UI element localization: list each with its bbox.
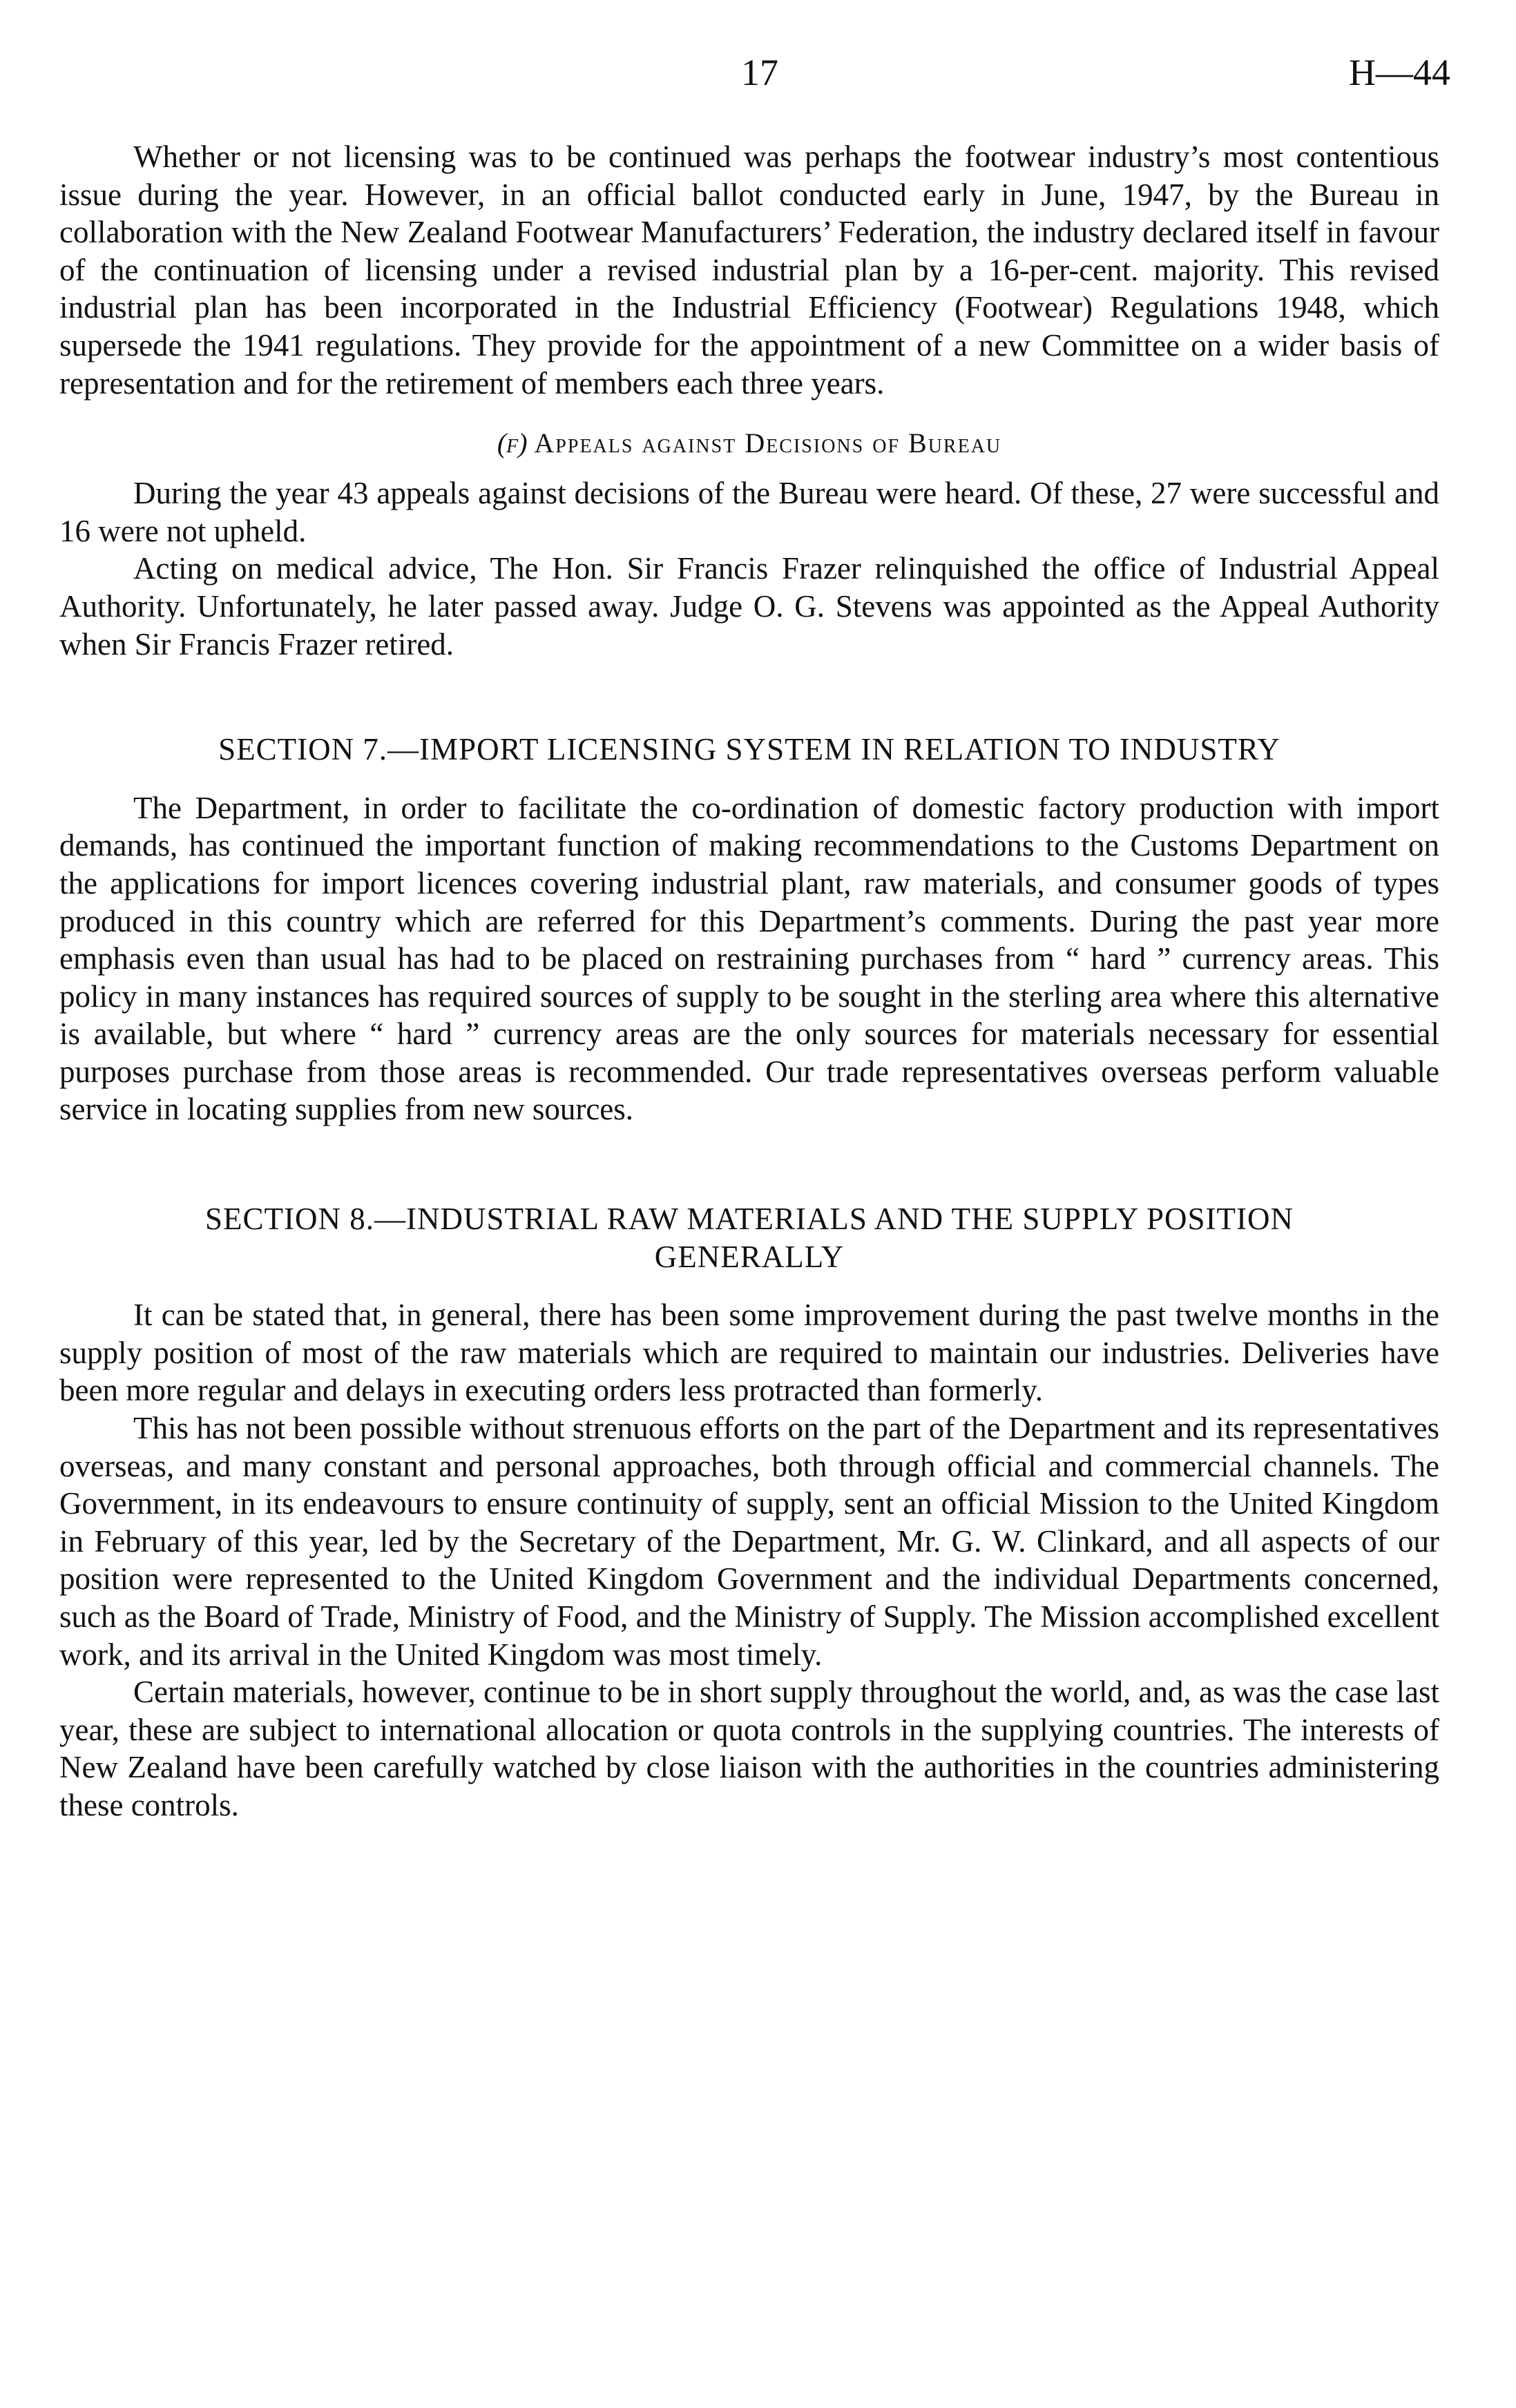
appeals-heading-text: Appeals against Decisions of Bureau bbox=[534, 427, 1002, 459]
section-8-paragraph: This has not been possible without strenuous efforts on the part of the Department and its representatives overseas, and many constant and personal approaches, both through official and commercial channels. The Government, in its endeavours to ensure continuity of supply, sent an official Mission to the United Kingdom in February of this year, led by the Secretary of the Department, Mr. G. W. Clinkard, and all aspects of our position were represented to the United Kingdom Government and the individual Departments concerned, such as the Board of Trade, Ministry of Food, and the Ministry of Supply. The Mission accomplished excellent work, and its arrival in the United Kingdom was most timely. bbox=[59, 1411, 1439, 1672]
appeals-paragraph: Acting on medical advice, The Hon. Sir Francis Frazer relinquished the office of Industrial Appeal Authority. Unfortunately, he later passed away. Judge O. G. Stevens was appointed as the Appeal Authority when Sir Francis Frazer retired. bbox=[59, 551, 1439, 662]
section-8-heading bbox=[59, 1200, 1439, 1275]
section-7-heading: SECTION 7.—IMPORT LICENSING SYSTEM IN RELATION TO INDUSTRY bbox=[218, 732, 1280, 767]
section-7-paragraph: The Department, in order to facilitate the co-ordination of domestic factory production with import demands, has continued the important function of making recommendations to the Customs Department on the applications for import licences covering industrial plant, raw materials, and consumer goods of types produced in this country which are referred for this Department’s comments. During the past year more emphasis even than usual has had to be placed on restraining purchases from “ hard ” currency areas. This policy in many instances has required sources of supply to be sought in the sterling area where this alternative is available, but where “ hard ” currency areas are the only sources for materials necessary for essential purposes purchase from those areas is recommended. Our trade representatives overseas perform valuable service in locating supplies from new sources. bbox=[59, 790, 1439, 1127]
page-number: 17 bbox=[741, 52, 778, 93]
licensing-paragraph: Whether or not licensing was to be continued was perhaps the footwear industry’s most contentious issue during the year. However, in an official ballot conducted early in June, 1947, by the Bureau in collaboration with the New Zealand Footwear Manufacturers’ Federation, the industry declared itself in favour of the continuation of licensing under a revised industrial plan by a 16-per-cent. majority. This revised industrial plan has been incorporated in the Industrial Efficiency (Footwear) Regulations 1948, which supersede the 1941 regulations. They provide for the appointment of a new Committee on a wider basis of representation and for the retirement of members each three years. bbox=[59, 139, 1439, 401]
appeals-paragraph: During the year 43 appeals against decisions of the Bureau were heard. Of these, 27 were successful and 16 were not upheld. bbox=[59, 476, 1439, 548]
appeals-heading-letter: (f) bbox=[497, 427, 528, 459]
section-8-heading-line: GENERALLY bbox=[654, 1239, 845, 1274]
section-8-paragraph: Certain materials, however, continue to be in short supply throughout the world, and, as was the case last year, these are subject to international allocation or quota controls in the supplying countries. The interests of New Zealand have been carefully watched by close liaison with the authorities in the countries administering these controls. bbox=[59, 1675, 1439, 1822]
document-reference: H—44 bbox=[1349, 52, 1450, 93]
section-8-paragraph: It can be stated that, in general, there has been some improvement during the past twelve months in the supply position of most of the raw materials which are required to maintain our industries. Deliveries have been more regular and delays in executing orders less protracted than formerly. bbox=[59, 1298, 1439, 1408]
page-body bbox=[59, 138, 1439, 1824]
section-8-heading-line: SECTION 8.—INDUSTRIAL RAW MATERIALS AND THE SUPPLY POSITION bbox=[205, 1202, 1294, 1237]
appeals-heading bbox=[59, 427, 1439, 459]
